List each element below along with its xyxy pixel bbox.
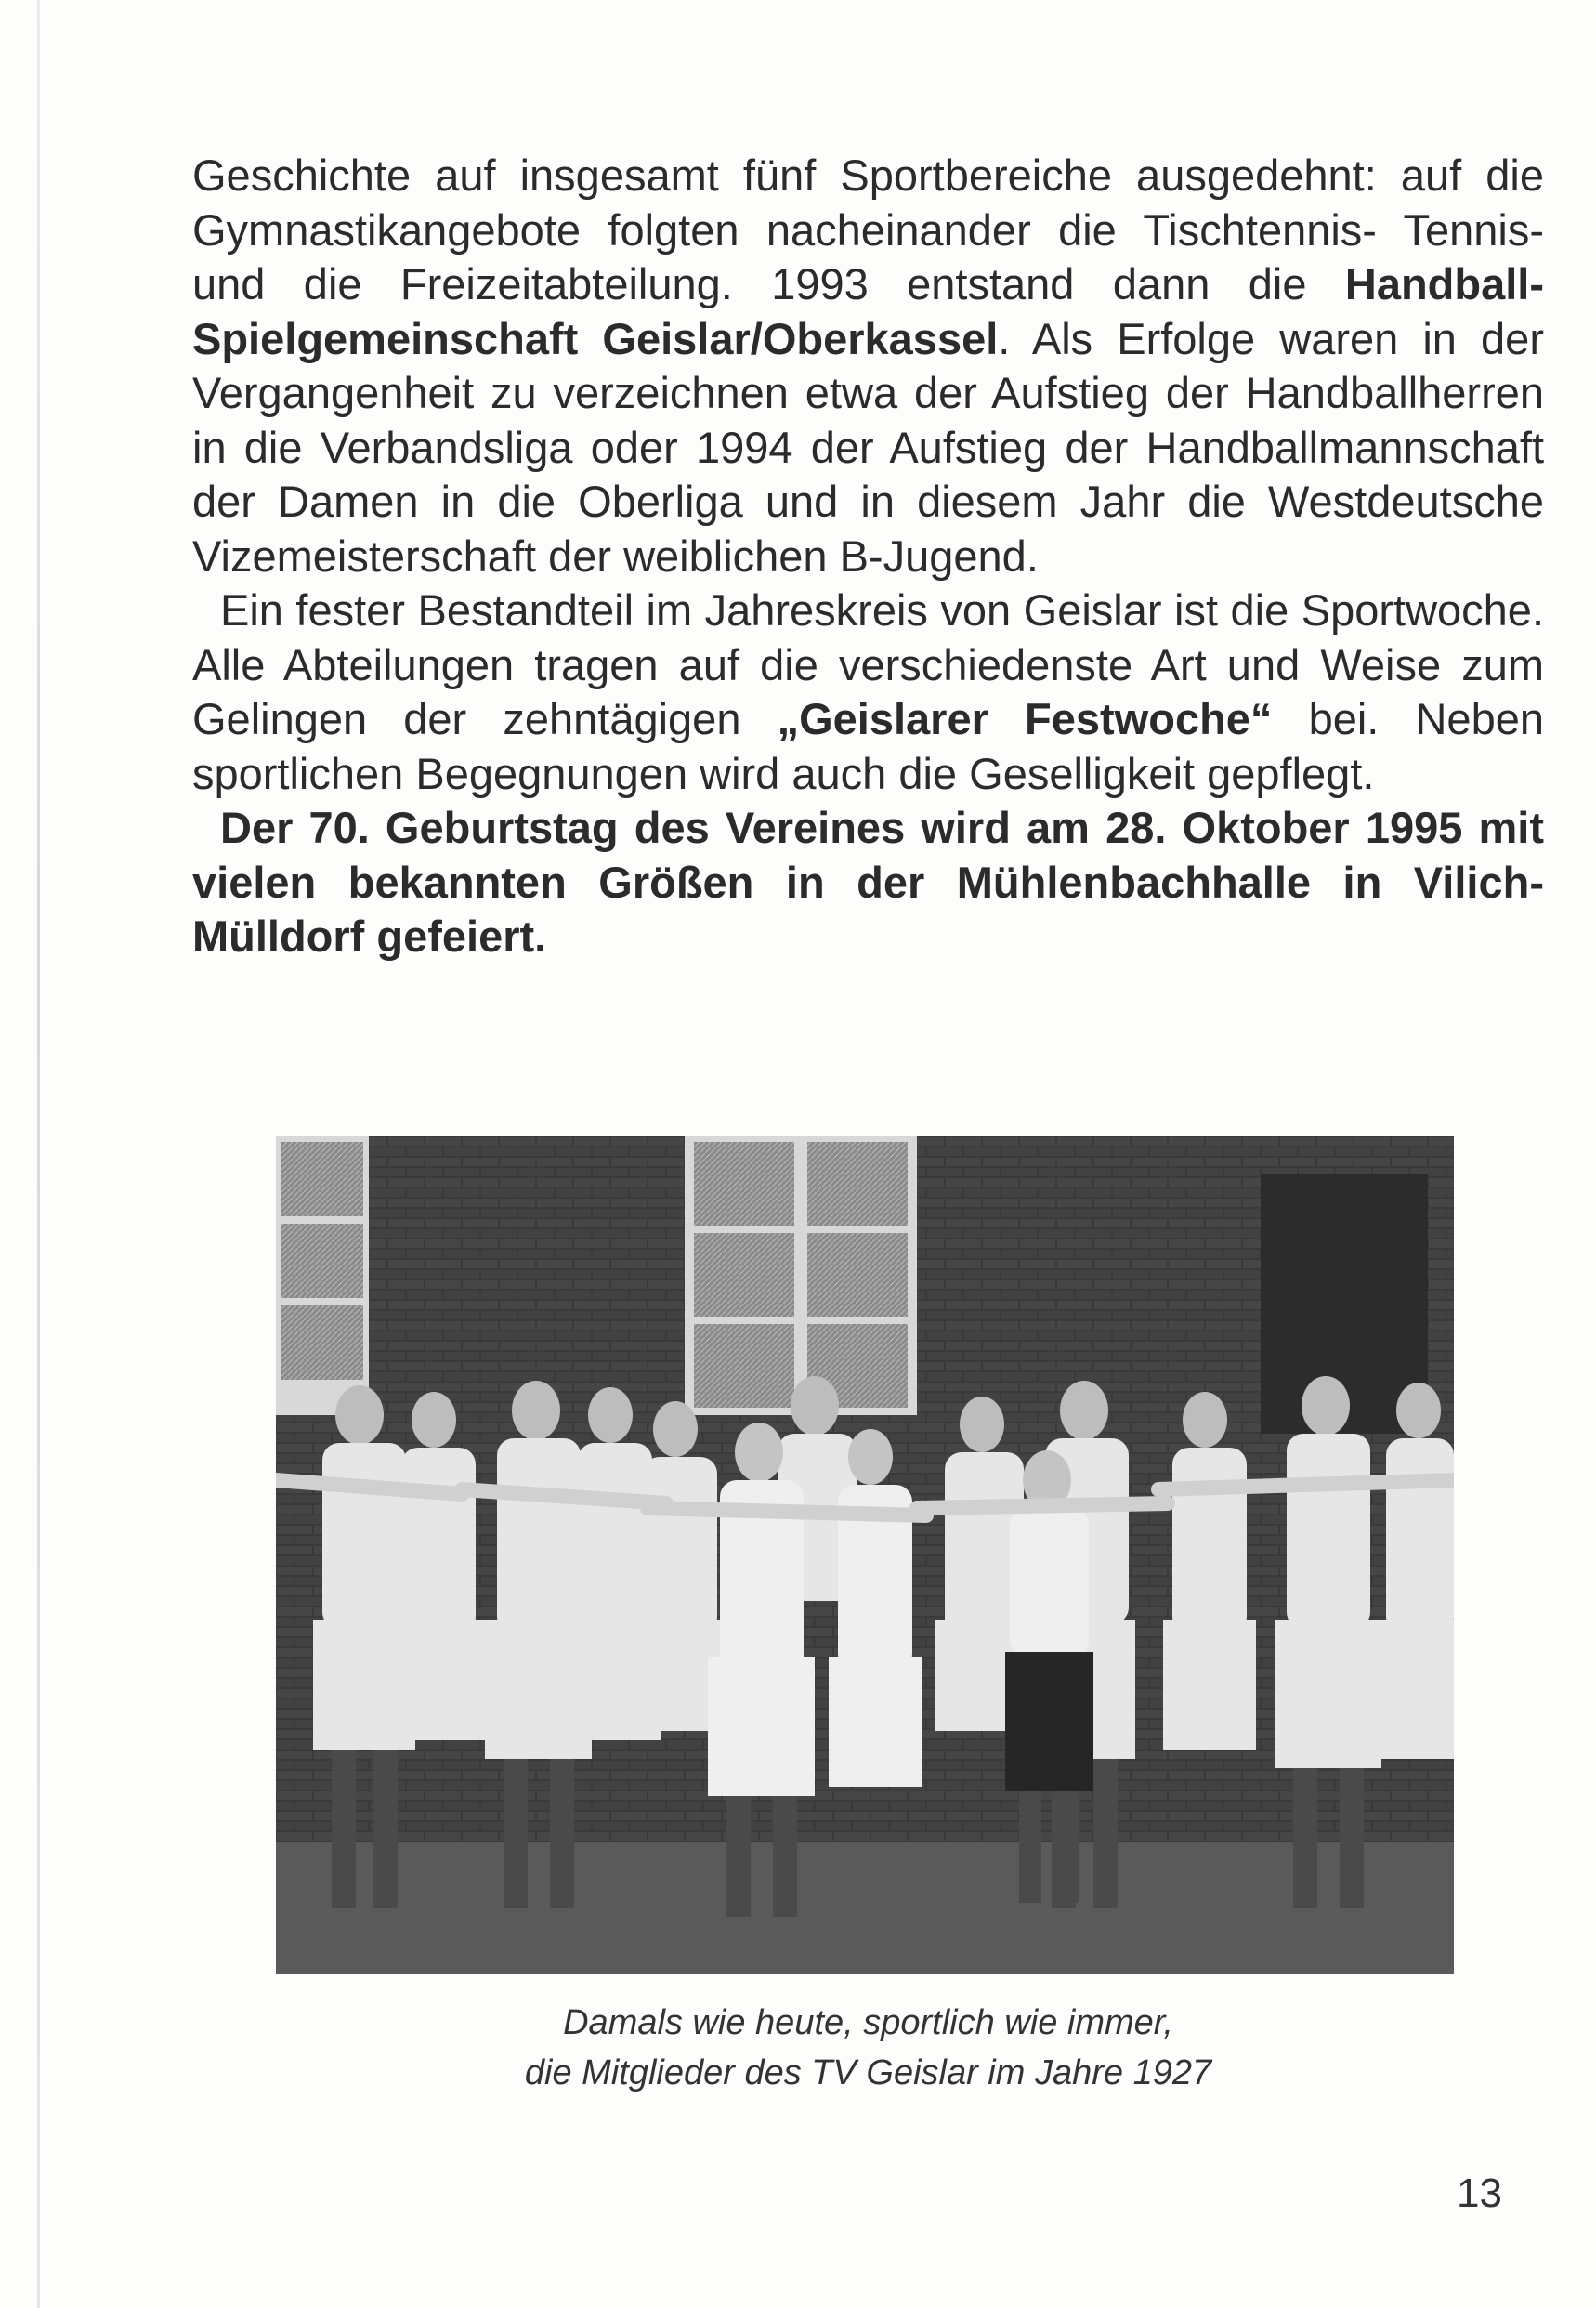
paragraph-sportwoche-bold: „Geislarer Festwoche“ (777, 694, 1273, 743)
paragraph-history (192, 149, 1544, 584)
caption-line-1: Damals wie heute, sportlich wie immer, (563, 2003, 1173, 2042)
caption-line-2: die Mitglieder des TV Geislar im Jahre 1927 (524, 2053, 1212, 2092)
photo-caption (192, 1998, 1544, 2098)
paragraph-history-text-1: Geschichte auf insgesamt fünf Sportbereiche ausgedehnt: auf die Gymnastikangebote folgten nacheinander die Tischtennis- Tennis- und die Freizeitabteilung. 1993 entstand dann die (192, 151, 1544, 308)
body-text (192, 149, 1544, 964)
paragraph-sportwoche (192, 584, 1544, 801)
paragraph-sportwoche-text-1: Ein fester Bestandteil im Jahreskreis von Geislar ist die Sportwoche. Alle Abteilungen tragen auf die verschiedenste Art und Weise zum Gelingen der zehntägigen (192, 585, 1544, 743)
paragraph-history-text-2: . Als Erfolge waren in der Vergangenheit zu verzeichnen etwa der Aufstieg der Handballherren in die Verbandsliga oder 1994 der Aufstieg der Handballmannschaft der Damen in die Oberliga und in diesem Jahr die Westdeutsche Vizemeisterschaft der weiblichen B-Jugend. (192, 313, 1544, 581)
paragraph-anniversary: Der 70. Geburtstag des Vereines wird am 28. Oktober 1995 mit vielen bekannten Größen in der Mühlenbachhalle in Vilich-Mülldorf gefeiert. (192, 803, 1544, 961)
page-number: 13 (1457, 2170, 1502, 2216)
historic-team-photo (276, 1136, 1454, 1974)
paragraph-history-bold: Handball-Spielgemeinschaft Geislar/Oberkassel (192, 259, 1544, 363)
page-spine-shadow (37, 0, 40, 2308)
paragraph-sportwoche-text-2: bei. Neben sportlichen Begegnungen wird auch die Geselligkeit gepflegt. (192, 694, 1544, 798)
